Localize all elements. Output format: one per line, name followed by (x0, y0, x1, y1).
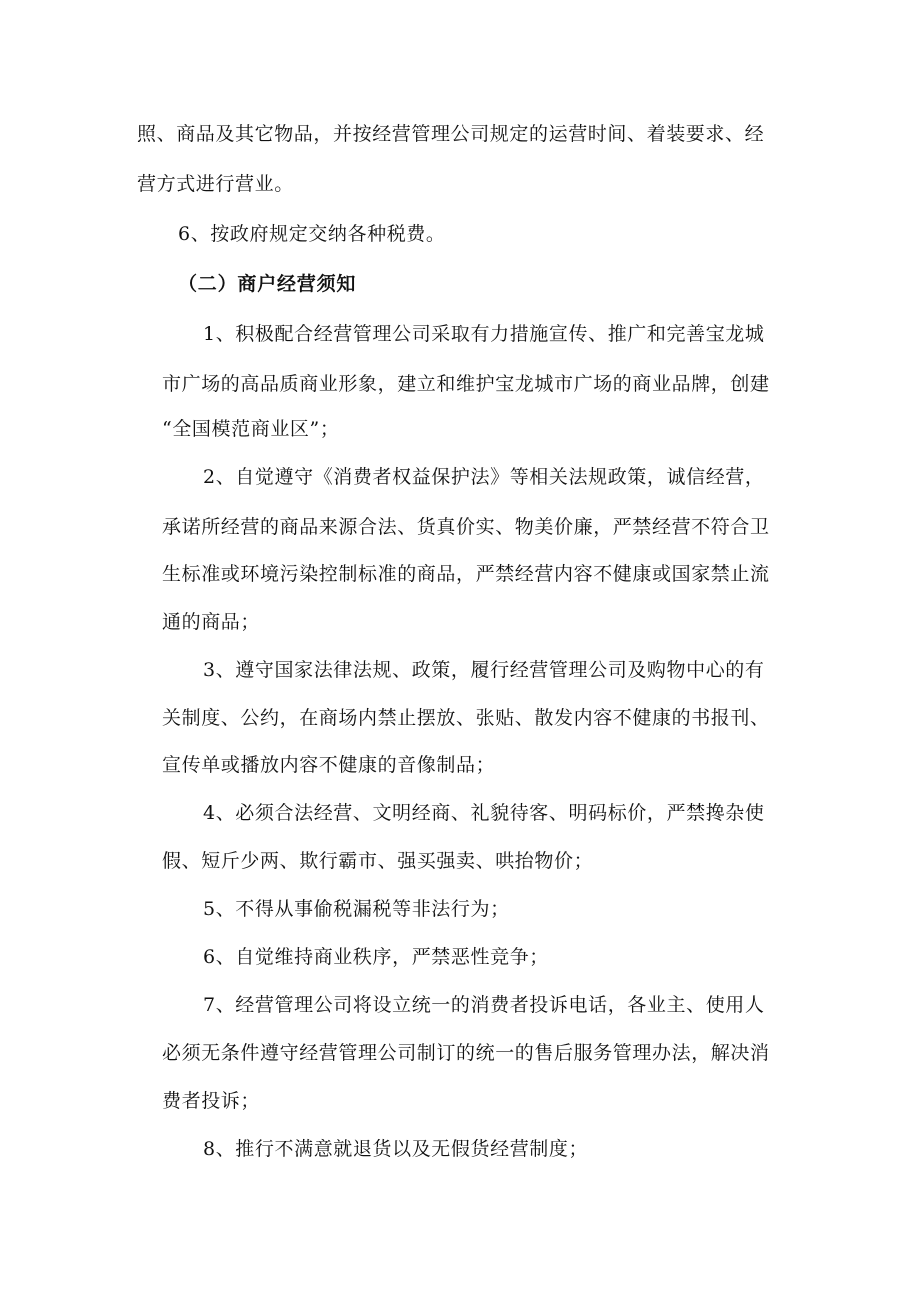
item-1-line-3: “全国模范商业区”； (162, 418, 340, 440)
continuation-line-2: 营方式进行营业。 (137, 173, 294, 195)
item-4-line-1: 4、必须合法经营、文明经商、礼貌待客、明码标价，严禁搀杂使 (203, 802, 765, 824)
continuation-line-1: 照、商品及其它物品，并按经营管理公司规定的运营时间、着装要求、经 (137, 123, 765, 145)
item-3-line-1: 3、遵守国家法律法规、政策，履行经营管理公司及购物中心的有 (203, 659, 765, 681)
item-2-line-2: 承诺所经营的商品来源合法、货真价实、物美价廉，严禁经营不符合卫 (162, 516, 770, 538)
item-8-line-1: 8、推行不满意就退货以及无假货经营制度； (203, 1138, 589, 1160)
item-3-line-3: 宣传单或播放内容不健康的音像制品； (162, 754, 496, 776)
item-7-line-1: 7、经营管理公司将设立统一的消费者投诉电话，各业主、使用人 (203, 994, 765, 1016)
item-2-line-4: 通的商品； (162, 611, 261, 633)
item-7-line-2: 必须无条件遵守经营管理公司制订的统一的售后服务管理办法，解决消 (162, 1042, 770, 1064)
item-1-line-1: 1、积极配合经营管理公司采取有力措施宣传、推广和完善宝龙城 (203, 323, 765, 345)
item-2-line-3: 生标准或环境污染控制标准的商品，严禁经营内容不健康或国家禁止流 (162, 563, 770, 585)
item-4-line-2: 假、短斤少两、欺行霸市、强买强卖、哄抬物价； (162, 850, 594, 872)
item-6-line-1: 6、自觉维持商业秩序，严禁恶性竞争； (203, 946, 549, 968)
item-3-line-2: 关制度、公约，在商场内禁止摆放、张贴、散发内容不健康的书报刊、 (162, 707, 770, 729)
item-5-line-1: 5、不得从事偷税漏税等非法行为； (203, 898, 510, 920)
item-7-line-3: 费者投诉； (162, 1090, 261, 1112)
item-6-taxes: 6、按政府规定交纳各种税费。 (178, 223, 446, 245)
item-1-line-2: 市广场的高品质商业形象，建立和维护宝龙城市广场的商业品牌，创建 (162, 373, 770, 395)
item-2-line-1: 2、自觉遵守《消费者权益保护法》等相关法规政策，诚信经营， (203, 466, 765, 488)
section-heading: （二）商户经营须知 (178, 273, 357, 295)
